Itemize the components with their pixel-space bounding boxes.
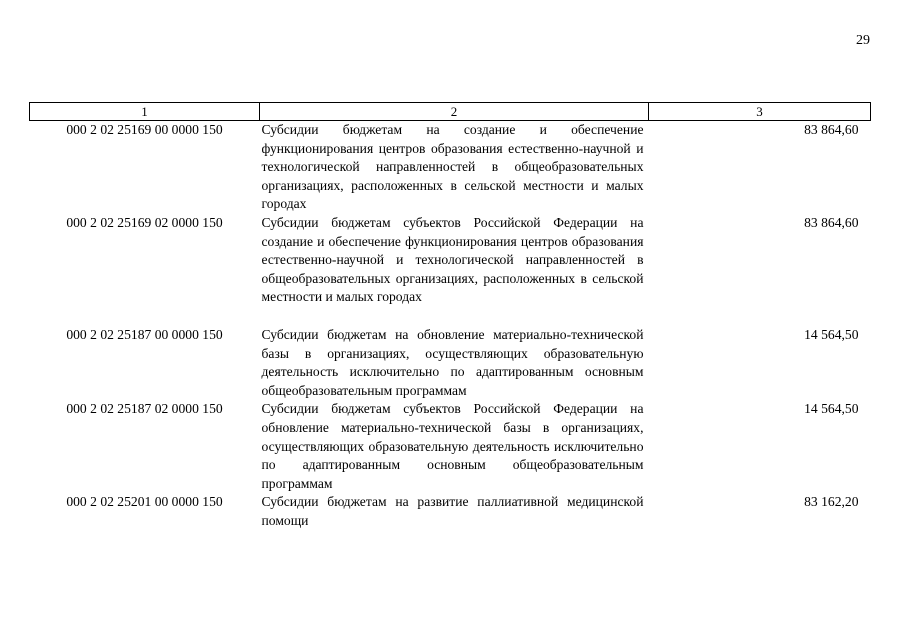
budget-description: Субсидии бюджетам субъектов Российской Федерации на обновление материально-технической базы в организациях, осуществляющих образовательную деятельность исключительно по адаптированным основным общеобразовательным программам xyxy=(261,401,644,491)
page-number: 29 xyxy=(856,33,870,48)
budget-description: Субсидии бюджетам на развитие паллиативной медицинской помощи xyxy=(261,494,644,528)
table-row xyxy=(30,493,871,530)
budget-amount: 83 864,60 xyxy=(804,122,859,137)
budget-amount: 14 564,50 xyxy=(804,401,859,417)
budget-amount: 83 864,60 xyxy=(804,214,859,230)
column-header-2: 2 xyxy=(260,103,649,121)
table-row xyxy=(30,400,871,493)
table-row xyxy=(30,121,871,214)
budget-code: 000 2 02 25187 02 0000 150 xyxy=(66,401,223,417)
column-header-3: 3 xyxy=(649,103,871,121)
budget-table xyxy=(29,102,871,530)
budget-code: 000 2 02 25169 00 0000 150 xyxy=(66,122,223,137)
budget-description: Субсидии бюджетам на обновление материально-технической базы в организациях, осуществляющих образовательную деятельность исключительно по адаптированным основным общеобразовательным программам xyxy=(261,326,644,398)
budget-amount: 14 564,50 xyxy=(804,326,859,342)
budget-description: Субсидии бюджетам на создание и обеспечение функционирования центров образования естественно-научной и технологической направленностей в общеобразовательных организациях, расположенных в сельской местности и малых городах xyxy=(261,122,644,212)
table-row xyxy=(30,326,871,400)
budget-code: 000 2 02 25201 00 0000 150 xyxy=(66,494,223,510)
table-row xyxy=(30,214,871,326)
budget-description: Субсидии бюджетам субъектов Российской Федерации на создание и обеспечение функционирования центров образования естественно-научной и технологической направленностей в общеобразовательных организациях, расположенных в сельской местности и малых городах xyxy=(261,214,644,305)
table-header-row xyxy=(30,103,871,121)
budget-amount: 83 162,20 xyxy=(804,494,859,510)
budget-code: 000 2 02 25187 00 0000 150 xyxy=(66,326,223,342)
column-header-1: 1 xyxy=(30,103,260,121)
budget-code: 000 2 02 25169 02 0000 150 xyxy=(66,214,223,230)
